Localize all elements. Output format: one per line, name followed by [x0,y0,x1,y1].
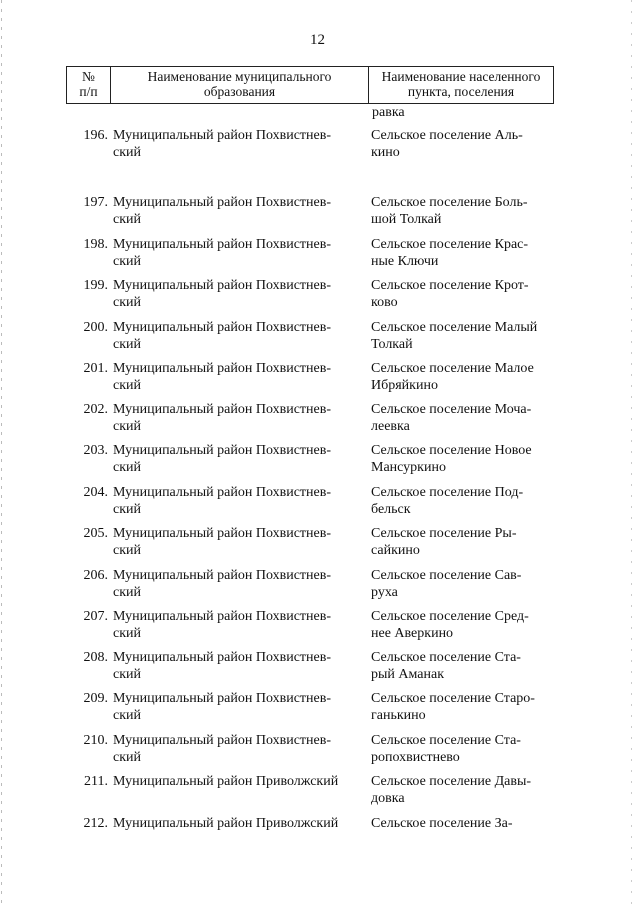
row-municipality-line1: Муниципальный район Похвистнев- [113,568,332,583]
row-settlement [371,773,556,807]
row-settlement [371,194,556,228]
row-municipality-line2: ский [113,667,141,682]
row-settlement-line2: довка [371,791,405,806]
row-settlement-line2: нее Аверкино [371,626,454,641]
row-number: 208. [83,650,108,665]
header-number-cell [67,67,111,104]
row-number: 212. [83,816,108,831]
page-number: 12 [310,32,325,48]
row-municipality [113,815,365,832]
header-municipality-line2: образования [203,84,276,99]
row-municipality-line2: ский [113,145,141,160]
row-number: 198. [83,237,108,252]
row-settlement [371,690,556,724]
row-municipality-line2: ский [113,543,141,558]
row-municipality-line2: ский [113,708,141,723]
row-settlement-line1: Сельское поселение Малое [371,361,534,376]
row-municipality [113,649,365,683]
row-municipality-line2: ский [113,750,141,765]
row-number: 209. [83,691,108,706]
row-municipality [113,732,365,766]
row-municipality [113,690,365,724]
row-number: 200. [83,320,108,335]
row-settlement-line2: рый Аманак [371,667,444,682]
row-settlement [371,127,556,161]
row-settlement [371,277,556,311]
row-settlement [371,649,556,683]
row-municipality [113,773,365,790]
row-municipality-line1: Муниципальный район Похвистнев- [113,361,332,376]
row-settlement-line1: Сельское поселение Крас- [371,237,529,252]
row-settlement-line2: шой Толкай [371,212,442,227]
row-number: 203. [83,443,108,458]
row-municipality-line1: Муниципальный район Похвистнев- [113,650,332,665]
row-municipality [113,525,365,559]
row-number: 207. [83,609,108,624]
row-municipality [113,277,365,311]
row-municipality [113,236,365,270]
row-municipality-line1: Муниципальный район Похвистнев- [113,443,332,458]
table-header [66,66,554,104]
row-municipality-line1: Муниципальный район Похвистнев- [113,402,332,417]
row-number: 196. [83,128,108,143]
row-municipality-line2: ский [113,337,141,352]
row-municipality [113,319,365,353]
row-settlement-line1: Сельское поселение Моча- [371,402,532,417]
row-municipality [113,484,365,518]
row-settlement-line1: Сельское поселение Крот- [371,278,529,293]
row-settlement [371,484,556,518]
row-settlement-line1: Сельское поселение Ста- [371,650,521,665]
row-municipality-line1: Муниципальный район Похвистнев- [113,278,332,293]
row-settlement-line2: руха [371,585,398,600]
row-municipality-line2: ский [113,585,141,600]
row-municipality-line1: Муниципальный район Похвистнев- [113,237,332,252]
row-municipality-line2: ский [113,212,141,227]
header-settlement-line2: пункта, поселения [407,84,515,99]
row-settlement-line2: ганькино [371,708,426,723]
row-municipality-line1: Муниципальный район Похвистнев- [113,609,332,624]
row-municipality-line1: Муниципальный район Похвистнев- [113,691,332,706]
row-number: 206. [83,568,108,583]
row-settlement-line2: Толкай [371,337,413,352]
row-number: 205. [83,526,108,541]
row-settlement-line2: Ибряйкино [371,378,438,393]
row-municipality-line1: Муниципальный район Приволжский [113,774,339,789]
row-municipality [113,360,365,394]
row-municipality-line1: Муниципальный район Похвистнев- [113,195,332,210]
row-settlement [371,815,556,832]
row-settlement-line2: Мансуркино [371,460,446,475]
row-number: 210. [83,733,108,748]
row-settlement-line1: Сельское поселение Ры- [371,526,517,541]
row-settlement [371,319,556,353]
row-number: 211. [84,774,108,789]
row-municipality-line2: ский [113,460,141,475]
row-settlement-line1: Сельское поселение Давы- [371,774,532,789]
row-municipality [113,567,365,601]
row-settlement [371,732,556,766]
row-number: 204. [83,485,108,500]
row-municipality-line1: Муниципальный район Похвистнев- [113,526,332,541]
row-settlement [371,360,556,394]
row-settlement-line2: ропохвистнево [371,750,460,765]
row-number: 202. [83,402,108,417]
row-municipality-line2: ский [113,502,141,517]
row-settlement-line2: леевка [371,419,410,434]
row-settlement-line1: Сельское поселение Старо- [371,691,535,706]
carryover-text: равка [372,105,405,120]
row-municipality [113,442,365,476]
row-settlement-line2: ные Ключи [371,254,439,269]
row-settlement [371,525,556,559]
row-settlement-line1: Сельское поселение За- [371,816,513,831]
row-municipality-line1: Муниципальный район Похвистнев- [113,485,332,500]
row-municipality [113,608,365,642]
row-settlement-line2: бельск [371,502,411,517]
row-municipality-line2: ский [113,295,141,310]
row-settlement [371,442,556,476]
row-settlement-line2: сайкино [371,543,420,558]
row-municipality [113,401,365,435]
row-settlement [371,236,556,270]
scan-edge-right [631,0,632,905]
header-municipality-line1: Наименование муниципального [147,69,332,84]
row-settlement-line2: ково [371,295,398,310]
row-settlement [371,401,556,435]
header-municipality-cell [111,67,369,104]
row-municipality-line2: ский [113,419,141,434]
row-settlement-line1: Сельское поселение Под- [371,485,524,500]
header-number-line2: п/п [79,84,98,99]
header-number-line1: № [82,69,95,84]
scan-edge-left [1,0,2,905]
row-number: 199. [83,278,108,293]
row-municipality-line1: Муниципальный район Похвистнев- [113,128,332,143]
row-settlement-line1: Сельское поселение Малый [371,320,538,335]
row-municipality-line2: ский [113,626,141,641]
row-municipality-line2: ский [113,378,141,393]
header-settlement-line1: Наименование населенного [381,69,541,84]
row-settlement [371,567,556,601]
row-settlement [371,608,556,642]
row-municipality-line1: Муниципальный район Похвистнев- [113,733,332,748]
row-number: 201. [83,361,108,376]
row-municipality [113,194,365,228]
row-municipality-line2: ский [113,254,141,269]
row-settlement-line1: Сельское поселение Аль- [371,128,523,143]
row-municipality [113,127,365,161]
row-settlement-line1: Сельское поселение Сав- [371,568,522,583]
row-settlement-line1: Сельское поселение Новое [371,443,532,458]
row-municipality-line1: Муниципальный район Приволжский [113,816,339,831]
row-municipality-line1: Муниципальный район Похвистнев- [113,320,332,335]
row-number: 197. [83,195,108,210]
row-settlement-line1: Сельское поселение Ста- [371,733,521,748]
row-settlement-line1: Сельское поселение Боль- [371,195,528,210]
header-settlement-cell [369,67,554,104]
row-settlement-line1: Сельское поселение Сред- [371,609,529,624]
row-settlement-line2: кино [371,145,400,160]
